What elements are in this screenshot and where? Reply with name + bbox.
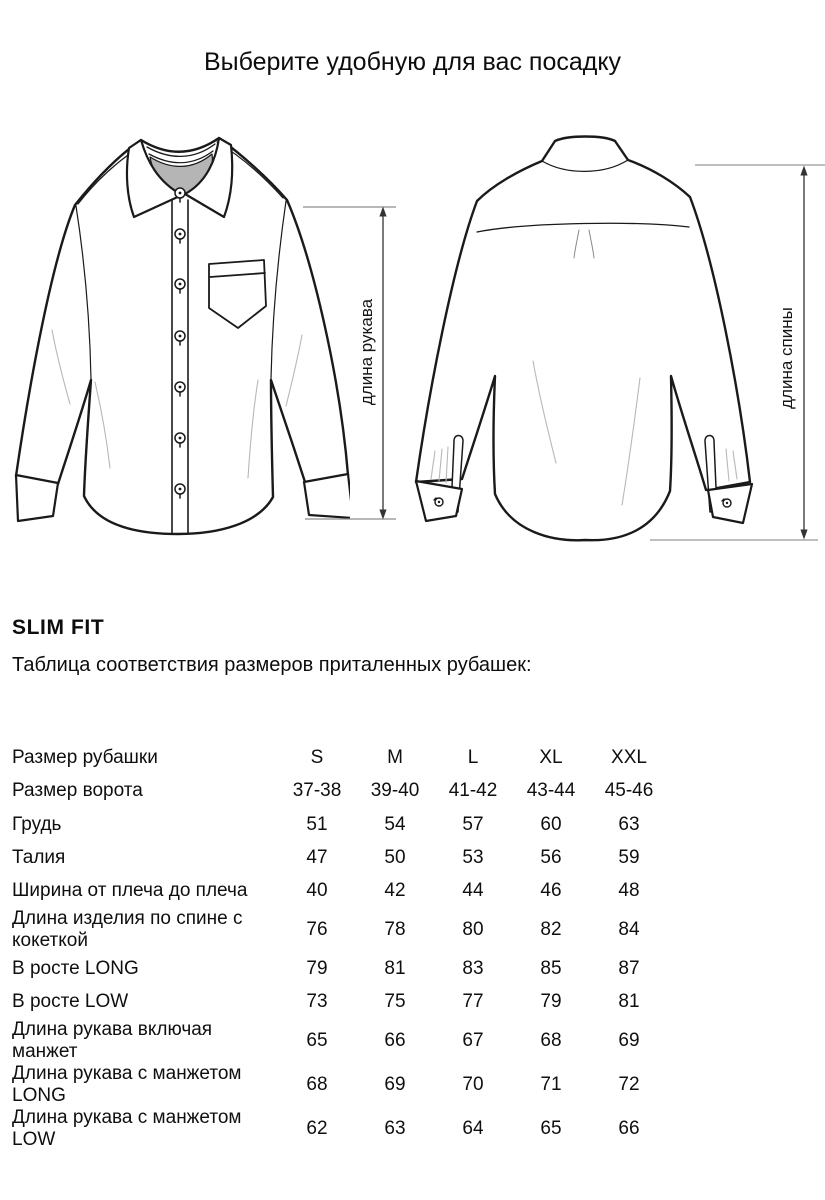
table-row — [12, 908, 668, 952]
cell-value: 87 — [618, 957, 640, 979]
cell-value: 72 — [618, 1074, 640, 1096]
row-label: Ширина от плеча до плеча — [12, 880, 248, 902]
table-row — [12, 774, 668, 807]
table-row — [12, 875, 668, 908]
cell-value: 73 — [306, 991, 328, 1013]
row-label: Размер рубашки — [12, 746, 158, 768]
cell-value: 65 — [540, 1118, 562, 1140]
table-row — [12, 841, 668, 874]
cell-value: 78 — [384, 919, 406, 941]
cell-value: 69 — [618, 1030, 640, 1052]
cell-value: 76 — [306, 919, 328, 941]
table-row — [12, 986, 668, 1019]
arrowhead-down-icon — [800, 530, 807, 540]
cell-value: 79 — [306, 957, 328, 979]
row-label: Размер ворота — [12, 780, 143, 802]
cell-value: 53 — [462, 847, 484, 869]
cell-value: 56 — [540, 847, 562, 869]
row-label: Грудь — [12, 813, 62, 835]
table-row — [12, 741, 668, 774]
cell-value: 77 — [462, 991, 484, 1013]
arrowhead-up-icon — [379, 207, 386, 217]
page-title: Выберите удобную для вас посадку — [203, 48, 622, 76]
cell-value: M — [387, 746, 403, 768]
table-row — [12, 1063, 668, 1107]
cell-value: 60 — [540, 813, 562, 835]
cell-value: XL — [539, 746, 563, 768]
cell-value: 47 — [306, 847, 328, 869]
row-label: Длина изделия по спине с кокеткой — [12, 908, 243, 952]
cell-value: 66 — [618, 1118, 640, 1140]
cell-value: 41-42 — [448, 780, 498, 802]
cell-value: 43-44 — [526, 780, 576, 802]
cell-value: 70 — [462, 1074, 484, 1096]
cell-value: 40 — [306, 880, 328, 902]
cell-value: 48 — [618, 880, 640, 902]
cell-value: 50 — [384, 847, 406, 869]
cell-value: 83 — [462, 957, 484, 979]
cell-value: 37-38 — [292, 780, 342, 802]
arrowhead-up-icon — [800, 166, 807, 176]
cell-value: 79 — [540, 991, 562, 1013]
cell-value: L — [467, 746, 479, 768]
cell-value: 45-46 — [604, 780, 654, 802]
cell-value: 69 — [384, 1074, 406, 1096]
cell-value: 82 — [540, 919, 562, 941]
arrowhead-down-icon — [379, 510, 386, 520]
row-label: Длина рукава с манжетом LOW — [12, 1107, 242, 1151]
cell-value: 71 — [540, 1074, 562, 1096]
cell-value: 85 — [540, 957, 562, 979]
cell-value: 59 — [618, 847, 640, 869]
size-table — [12, 741, 668, 1151]
row-label: В росте LOW — [12, 991, 129, 1013]
cell-value: 66 — [384, 1030, 406, 1052]
cell-value: 39-40 — [370, 780, 420, 802]
cell-value: 57 — [462, 813, 484, 835]
cell-value: 51 — [306, 813, 328, 835]
back-length-label: длина спины — [777, 307, 796, 409]
cell-value: 81 — [384, 957, 406, 979]
cell-value: 42 — [384, 880, 406, 902]
cell-value: S — [310, 746, 324, 768]
row-label: Талия — [12, 847, 66, 869]
cell-value: 63 — [384, 1118, 406, 1140]
row-label: Длина рукава включая манжет — [12, 1019, 213, 1063]
cell-value: XXL — [611, 746, 647, 768]
row-label: Длина рукава с манжетом LONG — [12, 1063, 242, 1107]
sleeve-length-label: длина рукава — [357, 298, 376, 406]
cell-value: 65 — [306, 1030, 328, 1052]
measurement-overlay — [0, 130, 825, 570]
table-row — [12, 1107, 668, 1151]
cell-value: 46 — [540, 880, 562, 902]
cell-value: 81 — [618, 991, 640, 1013]
table-row — [12, 952, 668, 985]
fit-heading: SLIM FIT — [12, 616, 105, 639]
cell-value: 63 — [618, 813, 640, 835]
cell-value: 67 — [462, 1030, 484, 1052]
cell-value: 62 — [306, 1118, 328, 1140]
cell-value: 44 — [462, 880, 484, 902]
back-length-measure — [650, 165, 825, 540]
row-label: В росте LONG — [12, 957, 139, 979]
sleeve-length-measure — [303, 207, 396, 520]
cell-value: 68 — [540, 1030, 562, 1052]
table-row — [12, 1019, 668, 1063]
cell-value: 68 — [306, 1074, 328, 1096]
cell-value: 75 — [384, 991, 406, 1013]
table-row — [12, 808, 668, 841]
cell-value: 54 — [384, 813, 406, 835]
table-subtitle: Таблица соответствия размеров приталенных рубашек: — [12, 654, 532, 676]
cell-value: 64 — [462, 1118, 484, 1140]
cell-value: 84 — [618, 919, 640, 941]
cell-value: 80 — [462, 919, 484, 941]
